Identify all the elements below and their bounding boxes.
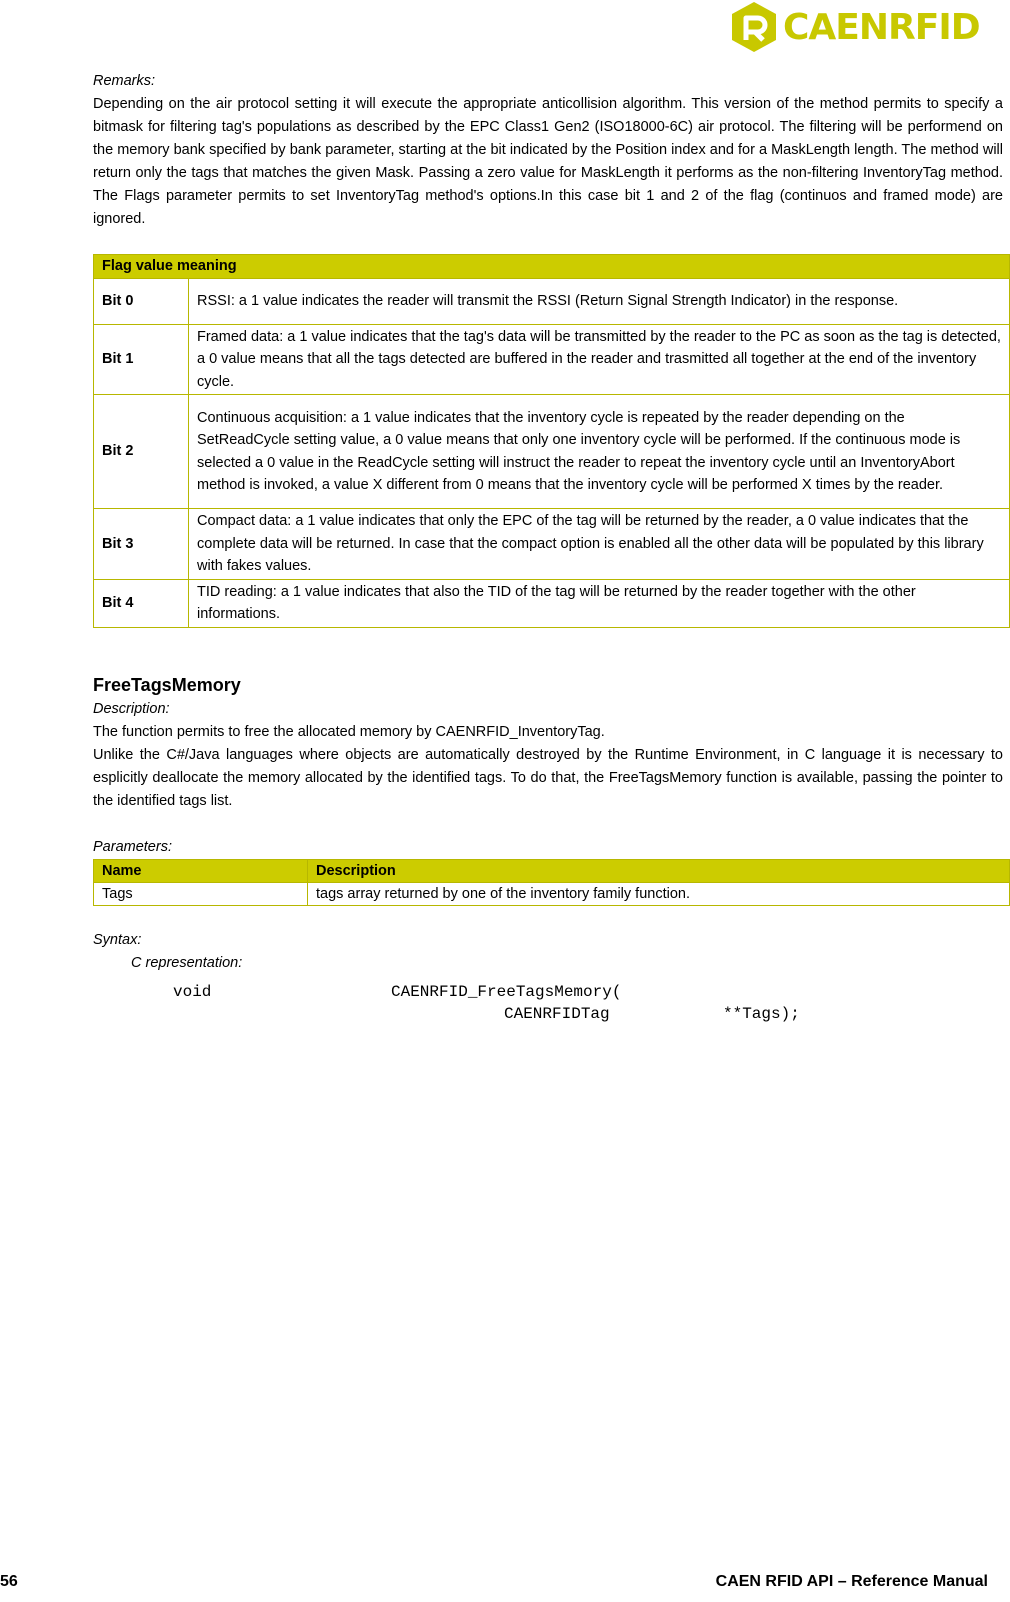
flag-desc: Framed data: a 1 value indicates that the tag's data will be transmitted by the reader to the PC as soon as the tag is detected, a 0 value means that all the tags detected are buffered in the reader and trasmitted all together at the end of the inventory cycle. [189,324,1010,395]
description-line1: The function permits to free the allocated memory by CAENRFID_InventoryTag. [93,723,605,740]
code-function-name: CAENRFID_FreeTagsMemory( [391,982,622,1001]
table-row [94,882,1010,905]
table-row [94,395,1010,509]
flag-bit: Bit 4 [94,579,189,627]
code-block [93,981,1010,1029]
caenrfid-logo-icon [728,0,780,56]
page-footer [0,1570,1010,1596]
flag-desc: Continuous acquisition: a 1 value indicates that the inventory cycle is repeated by the reader depending on the SetReadCycle setting value, a 0 value means that only one inventory cycle will be performed. If the continuous mode is selected a 0 value in the ReadCycle setting will instruct the reader to repeat the inventory cycle until an InventoryAbort method is invoked, a value X different from 0 means that the inventory cycle will be performed X times by the reader. [189,395,1010,509]
table-row [94,579,1010,627]
remarks-text: Depending on the air protocol setting it will execute the appropriate anticollision algorithm. This version of the method permits to specify a bitmask for filtering tag's populations as described by the EPC Class1 Gen2 (ISO18000-6C) air protocol. The filtering will be performend on the memory bank specified by bank parameter, starting at the bit indicated by the Position index and for a MaskLength length. The method will return only the tags that matches the given Mask. Passing a zero value for MaskLength it performs as the non-filtering InventoryTag method. The Flags parameter permits to set InventoryTag method's options.In this case bit 1 and 2 of the flag (continuos and framed mode) are ignored. [93,96,1003,227]
flag-table [93,254,1010,628]
table-row [94,324,1010,395]
caenrfid-logo [728,0,1003,56]
c-representation-label: C representation: [131,954,243,971]
parameters-label: Parameters: [93,838,172,855]
page-content [93,70,1010,1029]
code-arg-name: **Tags); [723,1004,800,1023]
flag-desc: RSSI: a 1 value indicates the reader will transmit the RSSI (Return Signal Strength Indicator) in the response. [189,278,1010,324]
flag-bit: Bit 2 [94,395,189,509]
param-name: Tags [94,882,308,905]
parameters-table [93,859,1010,906]
flag-table-header: Flag value meaning [94,255,1010,279]
flag-desc: Compact data: a 1 value indicates that only the EPC of the tag will be returned by the reader, a 0 value indicates that the complete data will be returned. In case that the compact option is enabled all the other data will be populated by this library with fakes values. [189,509,1010,580]
flag-bit: Bit 1 [94,324,189,395]
description-line2: Unlike the C#/Java languages where objects are automatically destroyed by the Runtime Environment, in C language it is necessary to esplicitly deallocate the memory allocated by the identified tags. To do that, the FreeTagsMemory function is available, passing the pointer to the identified tags list. [93,746,1003,809]
description-label: Description: [93,700,170,717]
flag-bit: Bit 3 [94,509,189,580]
doc-title: CAEN RFID API – Reference Manual [715,1573,988,1590]
syntax-label: Syntax: [93,931,142,948]
param-header-name: Name [94,859,308,882]
remarks-label: Remarks: [93,73,156,89]
code-arg-type: CAENRFIDTag [504,1004,610,1023]
flag-bit: Bit 0 [94,278,189,324]
page-number: 56 [0,1573,18,1590]
param-header-description: Description [308,859,1010,882]
flag-desc: TID reading: a 1 value indicates that also the TID of the tag will be returned by the reader together with the other informations. [189,579,1010,627]
section-title: FreeTagsMemory [93,674,241,695]
code-return-type: void [173,982,212,1001]
table-row [94,278,1010,324]
logo-wordmark: CAENRFID [783,7,980,48]
param-description: tags array returned by one of the inventory family function. [308,882,1010,905]
table-row [94,509,1010,580]
